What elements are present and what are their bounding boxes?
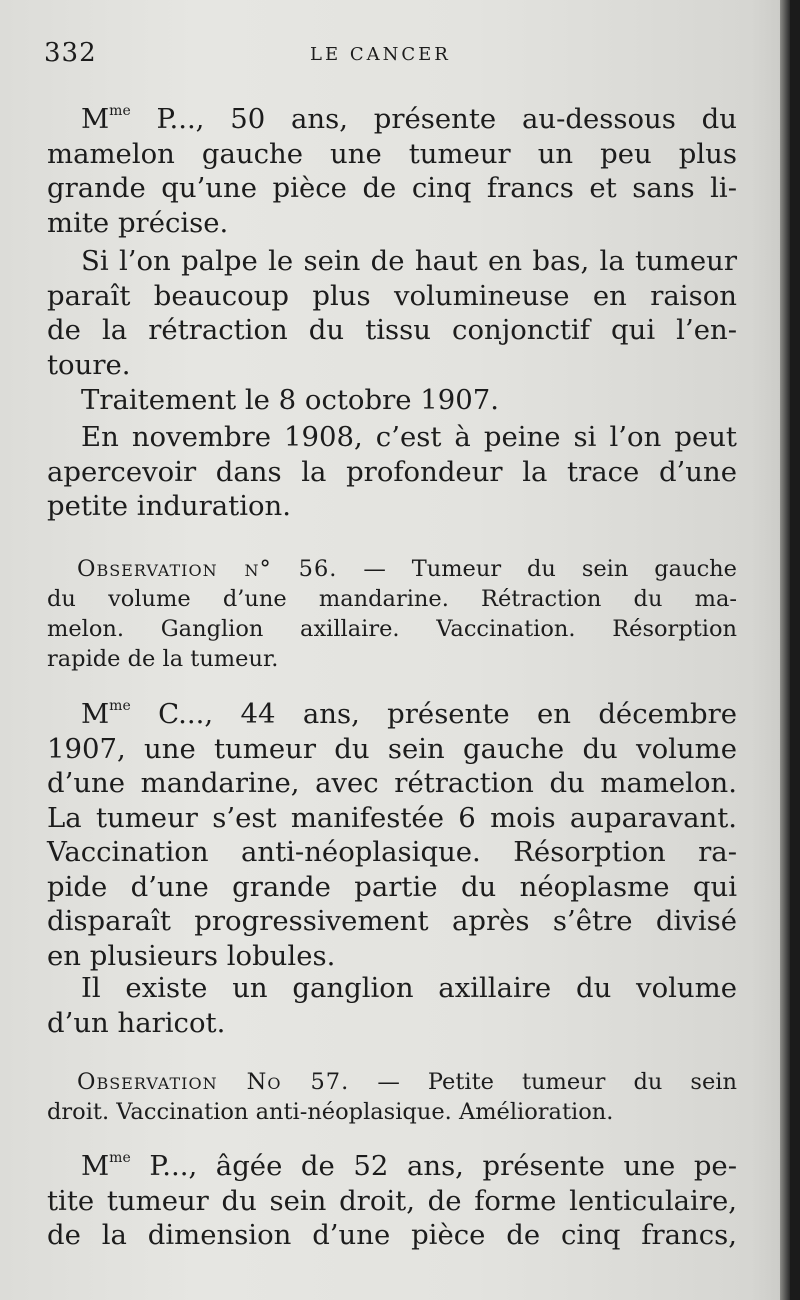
text-segment: — Petite tumeur du sein [349, 1069, 737, 1095]
page-edge-shadow [780, 0, 790, 1300]
text-line: La tumeur s’est manifestée 6 mois auparavant. [47, 801, 737, 834]
text-line: d’un haricot. [47, 1006, 226, 1039]
text-line: apercevoir dans la profondeur la trace d’une [47, 455, 737, 488]
text-line: tite tumeur du sein droit, de forme lenticulaire, [47, 1184, 737, 1217]
text-line: mite précise. [47, 206, 229, 239]
observation-label: Observation No 57. [77, 1069, 350, 1095]
text-line: grande qu’une pièce de cinq francs et sans li- [47, 172, 737, 204]
text-line: toure. [47, 348, 131, 381]
paragraph-novembre-1908 [47, 420, 737, 524]
text-segment: C..., 44 ans, présente en décembre [130, 698, 737, 730]
text-line: disparaît progressivement après s’être divisé [47, 905, 737, 937]
text-line: Si l’on palpe le sein de haut en bas, la tumeur [81, 245, 737, 277]
title-abbrev: M [81, 1150, 110, 1182]
text-line: 1907, une tumeur du sein gauche du volume [47, 732, 737, 765]
text-line: en plusieurs lobules. [47, 939, 336, 972]
title-abbrev: M [81, 698, 110, 730]
text-line: paraît beaucoup plus volumineuse en raison [47, 279, 737, 312]
title-superscript: me [109, 103, 131, 119]
text-segment: — Tumeur du sein gauche [337, 556, 737, 582]
text-line: melon. Ganglion axillaire. Vaccination. Résorption [47, 616, 737, 642]
text-line: Il existe un ganglion axillaire du volume [81, 972, 737, 1004]
text-line: d’une mandarine, avec rétraction du mamelon. [47, 767, 737, 799]
text-line [47, 554, 737, 584]
page-number: 332 [44, 38, 97, 68]
observation-label: Observation n° 56. [77, 556, 338, 582]
observation-57-summary [47, 1067, 737, 1127]
text-line: mamelon gauche une tumeur un peu plus [47, 137, 737, 170]
running-head: LE CANCER [310, 44, 451, 65]
text-line: En novembre 1908, c’est à peine si l’on peut [81, 421, 737, 453]
page-header [0, 38, 790, 78]
text-line: pide d’une grande partie du néoplasme qui [47, 870, 737, 903]
text-line [47, 102, 737, 137]
text-segment: P..., 50 ans, présente au-dessous du [130, 103, 737, 135]
text-line: du volume d’une mandarine. Rétraction du ma- [47, 586, 737, 612]
paragraph-ganglion [47, 971, 737, 1040]
text-line [47, 1067, 737, 1097]
paragraph-mme-c-44 [47, 697, 737, 973]
paragraph-mme-p-50 [47, 102, 737, 240]
observation-56-summary [47, 554, 737, 674]
text-segment: P..., âgée de 52 ans, présente une pe- [130, 1150, 737, 1182]
paragraph-traitement [47, 383, 737, 418]
text-line: Vaccination anti-néoplasique. Résorption ra- [47, 836, 737, 868]
title-superscript: me [109, 1150, 131, 1166]
title-superscript: me [109, 698, 131, 714]
paragraph-mme-p-52 [47, 1149, 737, 1253]
title-abbrev: M [81, 103, 110, 135]
text-line: petite induration. [47, 490, 292, 522]
text-line: Traitement le 8 octobre 1907. [81, 384, 499, 416]
text-line: droit. Vaccination anti-néoplasique. Amélioration. [47, 1099, 614, 1125]
text-line: de la rétraction du tissu conjonctif qui l’en- [47, 314, 737, 346]
paragraph-palpation [47, 244, 737, 382]
text-line: de la dimension d’une pièce de cinq francs, [47, 1219, 737, 1251]
text-line [47, 1149, 737, 1184]
text-line: rapide de la tumeur. [47, 646, 279, 672]
text-line [47, 697, 737, 732]
